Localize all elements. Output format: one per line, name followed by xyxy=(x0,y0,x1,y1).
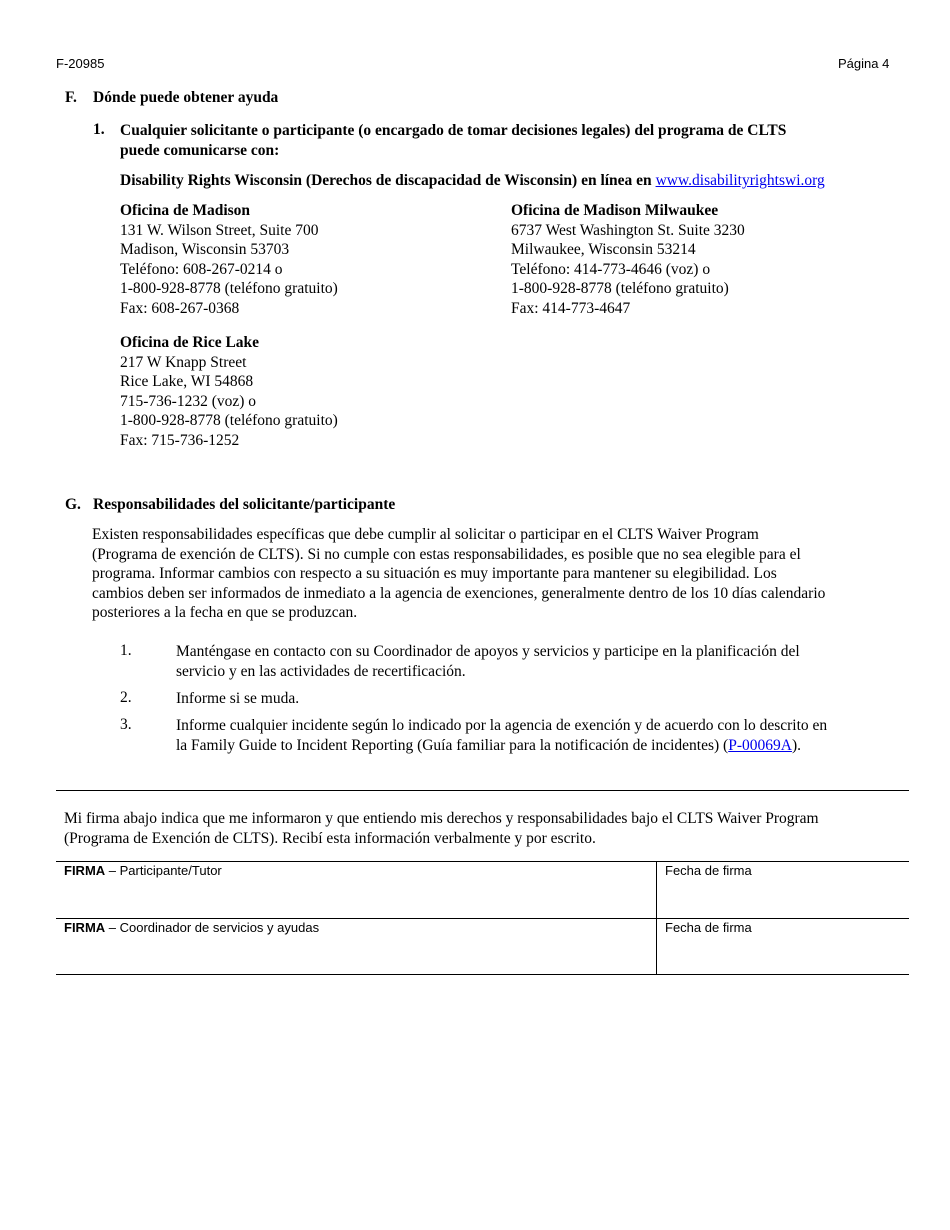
office-name: Oficina de Madison xyxy=(120,202,251,219)
field-label: Fecha de firma xyxy=(665,920,752,935)
office-line: 1-800-928-8778 (teléfono gratuito) xyxy=(120,280,338,298)
section-f-item-number: 1. xyxy=(93,121,105,138)
intro-line: programa. Informar cambios con respecto a su situación es muy importante para mantener su elegibilidad. Los xyxy=(92,565,777,582)
list-item xyxy=(176,642,800,681)
form-number: F-20985 xyxy=(56,56,105,71)
field-label: – Coordinador de servicios y ayudas xyxy=(105,920,320,935)
section-f-item-line-1: Cualquier solicitante o participante (o encargado de tomar decisiones legales) del programa de CLTS xyxy=(120,122,787,139)
list-item-line: Manténgase en contacto con su Coordinador de apoyos y servicios y participe en la planificación del xyxy=(176,643,800,660)
office-line: 131 W. Wilson Street, Suite 700 xyxy=(120,221,319,239)
office-line: 1-800-928-8778 (teléfono gratuito) xyxy=(511,280,729,298)
statement-line: Mi firma abajo indica que me informaron y que entiendo mis derechos y responsabilidades bajo el CLTS Waiver Program xyxy=(64,810,819,827)
office-line: Fax: 715-736-1252 xyxy=(120,431,240,449)
intro-line: Existen responsabilidades específicas que debe cumplir al solicitar o participar en el CLTS Waiver Program xyxy=(92,526,759,543)
intro-line: cambios deben ser informados de inmediato a la agencia de exenciones, generalmente dentro de los 10 días calendario xyxy=(92,584,826,602)
intro-line: (Programa de exención de CLTS). Si no cumple con estas responsabilidades, es posible que no sea elegible para el xyxy=(92,545,801,563)
office-line: Teléfono: 608-267-0214 o xyxy=(120,260,283,278)
list-item-line: Informe si se muda. xyxy=(176,690,300,707)
table-column-divider xyxy=(656,861,657,974)
list-item xyxy=(176,689,299,709)
office-line: 715-736-1232 (voz) o xyxy=(120,392,257,410)
office-line: Milwaukee, Wisconsin 53214 xyxy=(511,241,696,259)
field-label-bold: FIRMA xyxy=(64,863,106,878)
office-line: Rice Lake, WI 54868 xyxy=(120,373,254,391)
signature-statement xyxy=(64,809,819,848)
list-item-text: la Family Guide to Incident Reporting (Guía familiar para la notificación de incidentes) ( xyxy=(176,736,729,754)
list-item-line: servicio y en las actividades de recertificación. xyxy=(176,662,466,680)
list-item-text: ). xyxy=(791,736,801,754)
section-divider xyxy=(56,790,909,791)
section-g-letter: G. xyxy=(65,496,81,513)
page-number: Página 4 xyxy=(838,56,890,71)
office-line: Fax: 414-773-4647 xyxy=(511,299,631,317)
office-milwaukee xyxy=(511,201,745,319)
drw-website-link[interactable]: www.disabilityrightswi.org xyxy=(655,172,825,189)
office-line: Fax: 608-267-0368 xyxy=(120,299,240,317)
table-top-border xyxy=(56,861,909,862)
signature-field-coordinator[interactable] xyxy=(64,920,319,935)
list-item xyxy=(176,716,827,755)
table-row-border xyxy=(56,918,909,919)
office-line: Teléfono: 414-773-4646 (voz) o xyxy=(511,260,711,278)
list-item-number: 2. xyxy=(120,689,132,706)
table-bottom-border xyxy=(56,974,909,975)
office-rice-lake xyxy=(120,333,338,451)
office-line: 217 W Knapp Street xyxy=(120,353,247,371)
incident-guide-link[interactable]: P-00069A xyxy=(728,736,792,754)
field-label-bold: FIRMA xyxy=(64,920,106,935)
list-item-number: 1. xyxy=(120,642,132,659)
field-label: – Participante/Tutor xyxy=(105,863,222,878)
list-item-line xyxy=(176,736,827,756)
list-item-line: Informe cualquier incidente según lo indicado por la agencia de exención y de acuerdo con lo descrito en xyxy=(176,717,828,734)
office-line: 6737 West Washington St. Suite 3230 xyxy=(511,221,745,239)
office-name: Oficina de Madison Milwaukee xyxy=(511,202,719,219)
signature-date-field-coordinator[interactable] xyxy=(665,920,752,935)
section-f-title: Dónde puede obtener ayuda xyxy=(93,89,279,106)
list-item-number: 3. xyxy=(120,716,132,733)
signature-field-participant[interactable] xyxy=(64,863,222,878)
section-f-item-text xyxy=(120,121,910,160)
office-name: Oficina de Rice Lake xyxy=(120,334,260,351)
statement-line: (Programa de Exención de CLTS). Recibí esta información verbalmente y por escrito. xyxy=(64,829,596,847)
section-g-intro xyxy=(92,525,825,623)
section-f-letter: F. xyxy=(65,89,77,106)
section-g-title: Responsabilidades del solicitante/participante xyxy=(93,496,396,513)
office-line: 1-800-928-8778 (teléfono gratuito) xyxy=(120,412,338,430)
drw-line xyxy=(120,171,825,191)
section-f-item-line-2: puede comunicarse con: xyxy=(120,141,280,159)
office-madison xyxy=(120,201,338,319)
field-label: Fecha de firma xyxy=(665,863,752,878)
intro-line: posteriores a la fecha en que se produzcan. xyxy=(92,604,358,621)
drw-text: Disability Rights Wisconsin (Derechos de discapacidad de Wisconsin) en línea en xyxy=(120,172,656,189)
signature-date-field-participant[interactable] xyxy=(665,863,752,878)
office-line: Madison, Wisconsin 53703 xyxy=(120,241,290,259)
